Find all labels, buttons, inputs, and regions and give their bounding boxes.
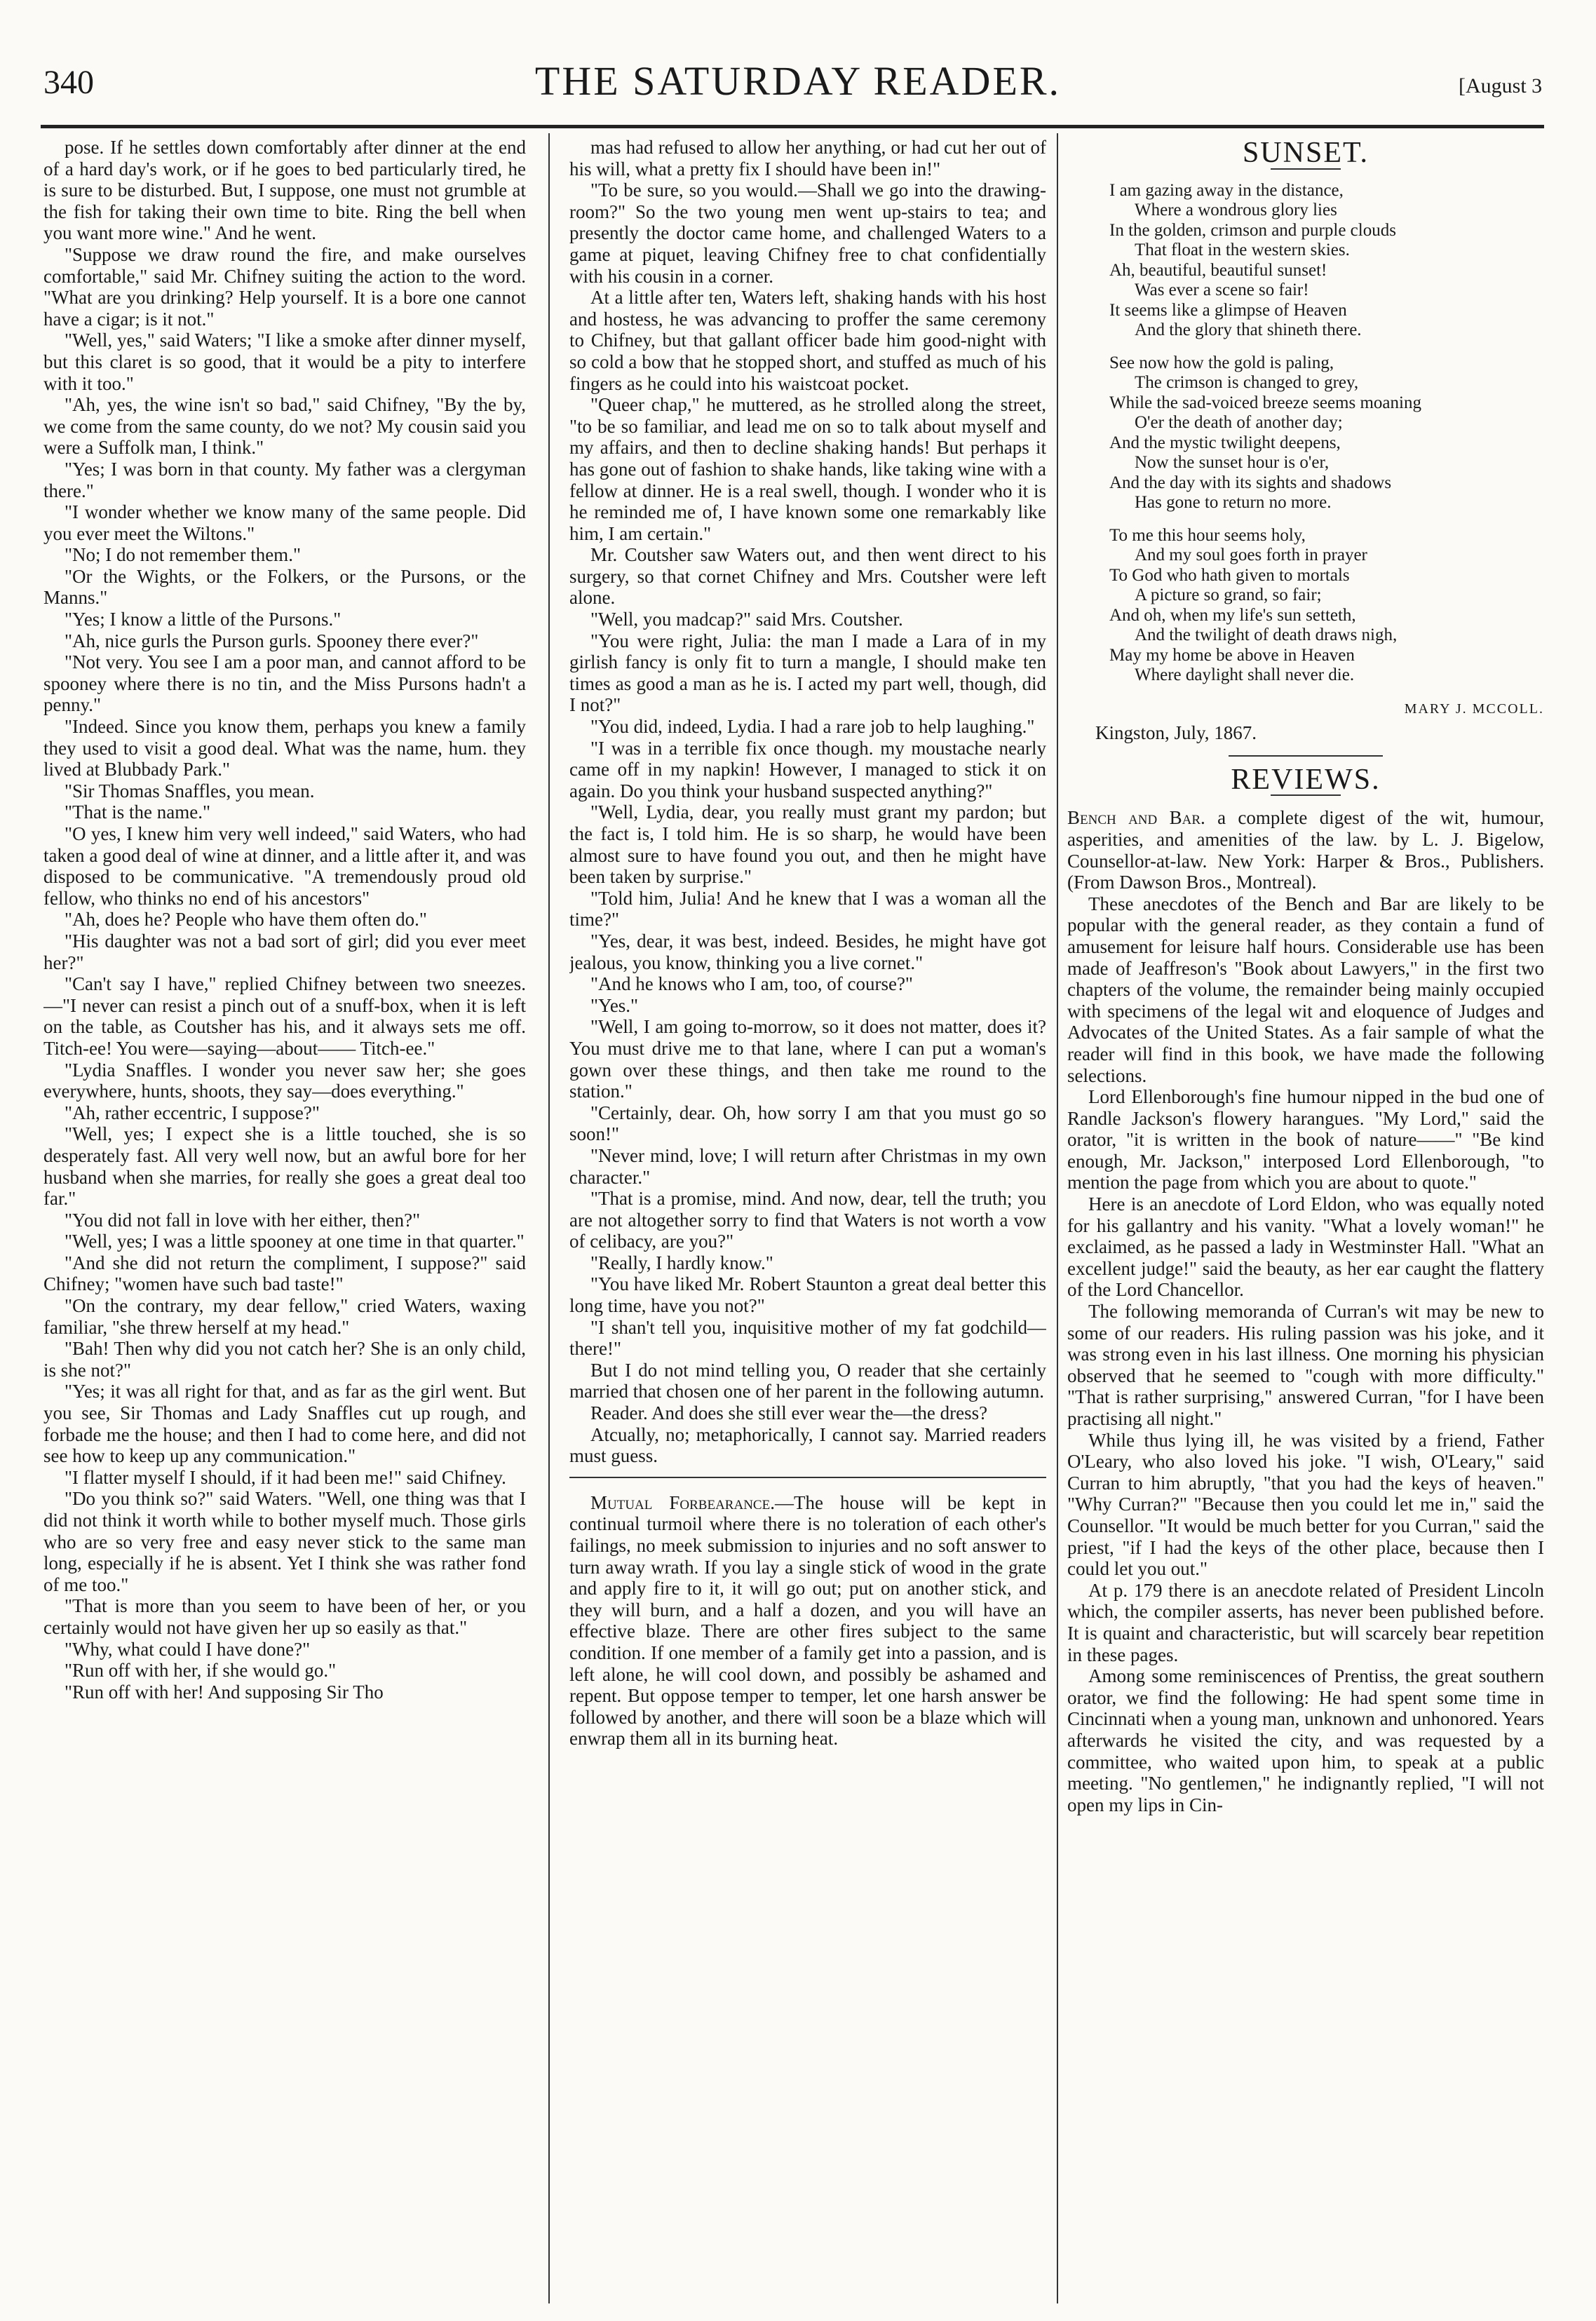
section-divider [569, 1477, 1046, 1478]
paragraph: "Well, I am going to-morrow, so it does not matter, does it? You must drive me to that lane, where I can put a woman's gown over these things, and then take me round to the station." [569, 1016, 1046, 1102]
poem-line: And the glory that shineth there. [1135, 320, 1362, 340]
poem-line: And the mystic twilight deepens, [1109, 433, 1341, 452]
paragraph: At a little after ten, Waters left, shaking hands with his host and hostess, he was advancing to proffer the same ceremony to Chifney, but that gallant officer bade him good-night with so cold a bow that he stopped short, and stuffed as much of his fingers as he could into his waistcoat pocket. [569, 287, 1046, 394]
poem-line: And my soul goes forth in prayer [1135, 546, 1367, 565]
header-rule [41, 125, 1544, 128]
paragraph: Mr. Coutsher saw Waters out, and then went direct to his surgery, so that cornet Chifney and Mrs. Coutsher were left alone. [569, 544, 1046, 609]
page-number: 340 [43, 64, 94, 101]
paragraph: "Told him, Julia! And he knew that I was a woman all the time?" [569, 887, 1046, 931]
paragraph: "Yes, dear, it was best, indeed. Besides, he might have got jealous, you know, thinking you a live cornet." [569, 930, 1046, 973]
paragraph: "I wonder whether we know many of the same people. Did you ever meet the Wiltons." [43, 501, 526, 544]
poem-line: See now how the gold is paling, [1109, 353, 1334, 372]
masthead-title: THE SATURDAY READER. [534, 58, 1062, 104]
paragraph: "Suppose we draw round the fire, and make ourselves comfortable," said Mr. Chifney suiting the action to the word. "What are you drinking? Help yourself. It is a bore one cannot have a cigar; is it not." [43, 243, 526, 330]
poem-line: A picture so grand, so fair; [1135, 586, 1322, 605]
paragraph: "Queer chap," he muttered, as he strolled along the street, "to be so familiar, and lead me on so to talk about myself and my affairs, and then to decline shaking hands! But perhaps it has gone out of fashion to shake hands, like taking wine with a fellow at dinner. He is a real swell, though. I wonder who it is he reminded me of, I have known some one remarkably like him, I am certain." [569, 394, 1046, 544]
poem-line: May my home be above in Heaven [1109, 645, 1355, 665]
paragraph: "Run off with her! And supposing Sir Tho [65, 1681, 384, 1703]
poem-stanzas [1067, 181, 1544, 686]
poem-line: And the day with its sights and shadows [1109, 473, 1392, 492]
poem-line: The crimson is changed to grey, [1135, 373, 1359, 393]
paragraph: "Ah, rather eccentric, I suppose?" [65, 1102, 320, 1123]
paragraph: "Really, I hardly know." [590, 1252, 773, 1273]
poem-line: Was ever a scene so fair! [1135, 280, 1309, 300]
paragraph: "Lydia Snaffles. I wonder you never saw her; she goes everywhere, hunts, shoots, they say—does everything." [43, 1059, 526, 1102]
paragraph: "Well, yes," said Waters; "I like a smoke after dinner myself, but this claret is so good, that it would be a pity to interfere with it too." [43, 330, 526, 394]
paragraph: "Or the Wights, or the Folkers, or the Pursons, or the Manns." [43, 565, 526, 609]
poem-line: While the sad-voiced breeze seems moaning [1109, 393, 1421, 412]
paragraph: "I shan't tell you, inquisitive mother of my fat godchild—there!" [569, 1316, 1046, 1360]
poem-line: It seems like a glimpse of Heaven [1109, 300, 1347, 320]
poem-line: I am gazing away in the distance, [1109, 180, 1344, 200]
column-story-continued [43, 137, 526, 2303]
poem-title: SUNSET. [1242, 137, 1370, 169]
review-paragraphs [1067, 893, 1544, 1816]
column-divider [548, 133, 550, 2303]
paragraph: "Ah, nice gurls the Purson gurls. Spooney there ever?" [65, 630, 479, 651]
poem-place-date: Kingston, July, 1867. [1095, 722, 1257, 744]
poem-line: Has gone to return no more. [1135, 493, 1332, 513]
paragraph: "Well, you madcap?" said Mrs. Coutsher. [590, 609, 903, 630]
paragraph: "To be sure, so you would.—Shall we go into the drawing-room?" So the two young men went up-stairs to tea; and presently the doctor came home, and challenged Waters to a game at piquet, leaving Chifney free to chat confidentially with his cousin in a corner. [569, 180, 1046, 287]
poem-signature: MARY J. MCCOLL. [1404, 701, 1544, 717]
poem-line: To God who hath given to mortals [1109, 565, 1350, 585]
paragraph: "Yes." [590, 994, 639, 1016]
paragraph: "That is a promise, mind. And now, dear, tell the truth; you are not altogether sorry to find that Waters is not worth a vow of celibacy, are you?" [569, 1188, 1046, 1252]
paragraph: "And he knows who I am, too, of course?" [590, 973, 913, 995]
poem-line: To me this hour seems holy, [1109, 525, 1306, 545]
story-paragraphs [43, 137, 526, 1703]
paragraph: "O yes, I knew him very well indeed," said Waters, who had taken a good deal of wine at dinner, and a little after it, and was disposed to be communicative. "A tremendously proud old fellow, who thinks no end of his ancestors" [43, 823, 526, 909]
review-citation [1067, 807, 1544, 893]
poem-line: That float in the western skies. [1135, 241, 1350, 260]
column-poem-reviews [1067, 137, 1544, 2303]
paragraph: Reader. And does she still ever wear the—the dress? [590, 1402, 988, 1424]
poem-stanza [1109, 526, 1544, 686]
paragraph: "Do you think so?" said Waters. "Well, one thing was that I did not think it worth while to bother myself much. Those girls who are so very free and easy never stick to the same man long, especially if he is absent. Yet I think she was rather fond of me too." [43, 1488, 526, 1595]
paragraph: "Sir Thomas Snaffles, you mean. [65, 780, 315, 801]
paragraph: "You were right, Julia: the man I made a Lara of in my girlish fancy is only fit to turn a mangle, I should make ten times as good a man as he is. I acted my part well, though, did I not?" [569, 630, 1046, 716]
paragraph: "Bah! Then why did you not catch her? She is an only child, is she not?" [43, 1338, 526, 1381]
mutual-forbearance-article [569, 1492, 1046, 1750]
paragraph: Among some reminiscences of Prentiss, the great southern orator, we find the following: He had spent some time in Cincinnati when a young man, unknown and unhonored. Years afterwards he visited the city, and was requested by a committee, who waited upon him, to speak at a public meeting. "No gentlemen," he indignantly replied, "I will not open my lips in Cin- [1067, 1665, 1544, 1815]
poem-line: O'er the death of another day; [1135, 413, 1343, 433]
paragraph: "His daughter was not a bad sort of girl; did you ever meet her?" [43, 930, 526, 973]
column-divider [1057, 133, 1058, 2303]
paragraph: "Well, Lydia, dear, you really must grant my pardon; but the fact is, I told him. He is so sharp, he would have been almost sure to have found you out, and then he might have been taken by surprise." [569, 801, 1046, 888]
poem-line: And the twilight of death draws nigh, [1135, 625, 1398, 645]
paragraph: mas had refused to allow her anything, or had cut her out of his will, what a pretty fix I should have been in!" [569, 137, 1046, 180]
paragraph: "You have liked Mr. Robert Staunton a great deal better this long time, have you not?" [569, 1273, 1046, 1317]
paragraph: Atcually, no; metaphorically, I cannot say. Married readers must guess. [569, 1423, 1046, 1467]
poem-line: Where daylight shall never die. [1135, 665, 1355, 685]
issue-date: [August 3 [1459, 74, 1543, 97]
paragraph: At p. 179 there is an anecdote related of President Lincoln which, the compiler asserts, has never been published before. It is quaint and characteristic, but will scarcely bear repetition in these pages. [1067, 1579, 1544, 1665]
paragraph: "Yes; I know a little of the Pursons." [65, 609, 341, 630]
paragraph: Here is an anecdote of Lord Eldon, who was equally noted for his gallantry and his vanity. "What a lovely woman!" he exclaimed, as he passed a lady in Westminster Hall. "What an excellent judge!" said the beauty, as her ear caught the flattery of the Lord Chancellor. [1067, 1193, 1544, 1301]
story-paragraphs [569, 137, 1046, 1467]
review-book-details: a complete digest of the wit, humour, asperities, and amenities of the law. by L. J. Bigelow, Counsellor-at-law. New York: Harper & Bros., Publishers. (From Dawson Bros., Montreal). [1067, 807, 1544, 893]
paragraph: "And she did not return the compliment, I suppose?" said Chifney; "women have such bad taste!" [43, 1252, 526, 1295]
poem-line: Now the sunset hour is o'er, [1135, 453, 1330, 473]
paragraph: The following memoranda of Curran's wit may be new to some of our readers. His ruling passion was his joke, and it was strong even in his last illness. One morning his physician observed that he seemed to "cough with more difficulty." "That is rather surprising," answered Curran, "for I have been practising all night." [1067, 1301, 1544, 1429]
article-heading: Mutual Forbearance. [590, 1491, 775, 1513]
poem-stanza [1109, 353, 1544, 513]
paragraph: "Well, yes; I expect she is a little touched, she is so desperately fast. All very well now, but an awful bore for her husband when she marries, for really she goes a great deal too far." [43, 1123, 526, 1210]
reviews-title: REVIEWS. [1231, 763, 1381, 796]
paragraph: "Yes; I was born in that county. My father was a clergyman there." [43, 458, 526, 501]
review-book-title: Bench and Bar. [1067, 807, 1205, 829]
section-divider [1229, 755, 1383, 757]
column-story-conclusion [569, 137, 1046, 2303]
paragraph: "You did not fall in love with her either, then?" [65, 1209, 421, 1231]
poem-line: Ah, beautiful, beautiful sunset! [1109, 260, 1327, 280]
paragraph: "Well, yes; I was a little spooney at one time in that quarter." [65, 1231, 525, 1252]
poem-line: In the golden, crimson and purple clouds [1109, 220, 1396, 240]
paragraph: "Can't say I have," replied Chifney between two sneezes.—"I never can resist a pinch out of a snuff-box, when it is left on the table, as Coutsher has his, and it always sets me off. Titch-ee! You were—saying—about—— Titch-ee." [43, 973, 526, 1059]
poem-line: Where a wondrous glory lies [1135, 201, 1337, 220]
paragraph: pose. If he settles down comfortably after dinner at the end of a hard day's work, or if he goes to bed particularly tired, he is sure to be disturbed. But, I suppose, one must not grumble at the fish for taking their own time to bite. Ring the bell when you want more wine." And he went. [43, 137, 526, 244]
paragraph: "Not very. You see I am a poor man, and cannot afford to be spooney where there is no tin, and the Miss Pursons hadn't a penny." [43, 651, 526, 716]
article-body: —The house will be kept in continual turmoil where there is no toleration of each other's failings, no meek submission to injuries and no soft answer to turn away wrath. If you lay a single stick of wood in the grate and apply fire to it, it will go out; put on another stick, and they will burn, and a half a dozen, and you will have an effective blaze. There are other fires subject to the same condition. If one member of a family get into a passion, and is left alone, he will cool down, and possibly be ashamed and repent. But oppose temper to temper, let one harsh answer be followed by another, and there will soon be a blaze which will enwrap them all in its burning heat. [569, 1491, 1046, 1750]
paragraph: "Never mind, love; I will return after Christmas in my own character." [569, 1144, 1046, 1188]
page-header [0, 0, 1596, 104]
paragraph: "I flatter myself I should, if it had been me!" said Chifney. [65, 1466, 506, 1488]
paragraph: "I was in a terrible fix once though. my moustache nearly came off in my napkin! However, I managed to stick it on again. Do you think your husband suspected anything?" [569, 737, 1046, 801]
poem-stanza [1109, 181, 1544, 341]
paragraph: "Indeed. Since you know them, perhaps you knew a family they used to visit a good deal. What was the name, hum. they lived at Blubbady Park." [43, 716, 526, 780]
paragraph: "Ah, does he? People who have them often do." [65, 909, 427, 931]
paragraph: But I do not mind telling you, O reader that she certainly married that chosen one of her parent in the following autumn. [569, 1359, 1046, 1402]
paragraph: "On the contrary, my dear fellow," cried Waters, waxing familiar, "she threw herself at my head." [43, 1295, 526, 1338]
paragraph: "You did, indeed, Lydia. I had a rare job to help laughing." [590, 716, 1035, 738]
paragraph: "Why, what could I have done?" [65, 1638, 311, 1660]
paragraph: "That is the name." [65, 801, 210, 823]
paragraph: "Ah, yes, the wine isn't so bad," said Chifney, "By the by, we come from the same county, do we not? My cousin said you were a Suffolk man, I think." [43, 394, 526, 459]
paragraph: While thus lying ill, he was visited by a friend, Father O'Leary, who also loved his joke. "I wish, O'Leary," said Curran to him abruptly, "that you had the keys of heaven." "Why Curran?" "Because then you could let me in," said the Counsellor. "It would be much better for you Curran," said the priest, "if I had the keys of the other place, because then I could let you out." [1067, 1429, 1544, 1580]
paragraph: "That is more than you seem to have been of her, or you certainly would not have given her up so easily as that." [43, 1595, 526, 1638]
paragraph: "Certainly, dear. Oh, how sorry I am that you must go so soon!" [569, 1102, 1046, 1145]
paragraph: "Yes; it was all right for that, and as far as the girl went. But you see, Sir Thomas and Lady Snaffles cut up rough, and forbade me the house; and then I had to come here, and did not see how to keep up any communication." [43, 1381, 526, 1467]
paragraph: Lord Ellenborough's fine humour nipped in the bud one of Randle Jackson's flowery harangues. "My Lord," said the orator, "it is written in the book of nature——" "Be kind enough, Mr. Jackson," interposed Lord Ellenborough, "to mention the page from which you are about to quote." [1067, 1086, 1544, 1193]
paragraph: These anecdotes of the Bench and Bar are likely to be popular with the general reader, as they contain a fund of amusement for leisure half hours. Considerable use has been made of Jeaffreson's "Book about Lawyers," in the first two chapters of the volume, the remainder being mainly occupied with specimens of the legal wit and eloquence of Judges and Advocates of the United States. As a fair sample of what the reader will find in this book, we have made the following selections. [1067, 893, 1544, 1086]
poem-line: And oh, when my life's sun setteth, [1109, 605, 1356, 625]
paragraph: "Run off with her, if she would go." [65, 1660, 337, 1681]
paragraph: "No; I do not remember them." [65, 544, 301, 566]
